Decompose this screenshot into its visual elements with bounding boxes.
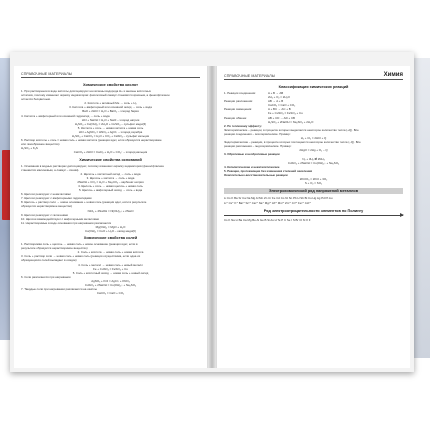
text-line: Экзотермические – реакции, в процессе которых выделяется некоторое количество тепла (+Q). Все xyxy=(224,127,359,132)
text-line: 2HgO = 2Hg + O₂ – Q xyxy=(299,148,328,153)
right-page-header xyxy=(224,72,403,80)
reaction-equation: A + BC → AC + B xyxy=(268,107,291,112)
text-line: 2KClO₃ = 2KCl + 3O₂ xyxy=(299,176,328,181)
text-line: 3. Щелочь + кислота → соль + вода xyxy=(86,175,135,180)
pauling-series-row: Cs K Na Li Ba Ca Mg Be Al Ge B Si As H Te P C Se I S Br Cl N O F xyxy=(224,218,311,223)
text-line: Mg(OH)₂ = MgO + H₂O xyxy=(95,224,126,229)
text-line: 3. Обратимые и необратимые реакции xyxy=(224,152,280,157)
text-line: 1. При растворении в воде кислоты диссоциируют на катионы водорода H+ и анионы кислотных xyxy=(21,89,151,93)
reaction-type: 1. Реакции соединения: xyxy=(224,91,256,95)
reaction-equation: Fe + CuSO₄ = FeSO₄ + Cu xyxy=(268,111,303,116)
text-line: Cu(OH)₂ = CuO + H₂O – оксид меди(II) xyxy=(84,229,137,233)
text-line: H₂ + Cl₂ = 2HCl + Q xyxy=(300,136,327,141)
text-line: 6. Раствор кислоты + соль = новая соль + новая кислота (реакция идет, если образуется нерастворимое xyxy=(21,138,162,143)
reaction-type: Реакции обмена: xyxy=(224,115,247,120)
reaction-types xyxy=(224,124,403,185)
text-line: 1. Основания в водных растворах диссоциируют, поэтому изменяют окраску индикаторов (фенолфталеин xyxy=(21,163,164,168)
text-line: остается бесцветным. xyxy=(21,97,51,102)
text-line: 10. Щелочи взаимодействуют с амфотерными металлами xyxy=(21,216,99,221)
text-line: CuSO₄ + 2NaOH = Cu(OH)₂↓ + Na₂SO₄ xyxy=(287,160,340,165)
text-line: AgNO₃ + KCl = AgCl↓ + KNO₃ xyxy=(91,278,130,283)
text-line: 8. Щелочь + раствор соли → новое основание + новая соль (реакция идет, если в результате xyxy=(21,200,147,205)
reaction-equation: 2H₂ + O₂ = 2H₂O xyxy=(268,95,290,100)
text-line: CuSO₄ + 2NaOH = Cu(OH)₂↓ + Na₂SO₄ xyxy=(84,283,137,288)
text-line: остатков, поэтому изменяют окраску индикаторов: фиолетовый лакмус становится красным, а фенолфталеин xyxy=(21,93,170,98)
text-line: реакции соединения – экзотермические. Пример: xyxy=(224,131,291,136)
text-line: 2. По тепловому эффекту: xyxy=(224,123,262,128)
text-line: 11. Нерастворимые в воде основания при нагревании разлагаются xyxy=(21,220,112,225)
text-line: 5. Щелочь + амфотерный оксид → соль + вода xyxy=(78,188,143,193)
text-line: 6. Соли разлагаются при нагревании xyxy=(21,274,71,279)
reaction-equation: AB → A + B xyxy=(268,99,284,104)
left-page xyxy=(14,66,208,368)
text-line: H₂SO₄ + K₂S xyxy=(21,146,38,151)
text-line: Эндотермические – реакции, в процессе которых поглощается некоторое количество тепла (–Q). Все xyxy=(224,140,361,145)
reaction-equation: H₂SO₄ + 2NaOH = Na₂SO₄ + 2H₂O xyxy=(268,119,314,124)
text-line: S + O₂ = SO₂ xyxy=(304,181,323,186)
metals-series-title: Электрохимический ряд напряжений металлов xyxy=(224,188,403,194)
section-title: Химические свойства кислот xyxy=(82,83,139,87)
text-line: 3. Кислота + амфотерный или основной оксид → соль + вода xyxy=(69,105,152,110)
text-line: HCl + AgNO₃ = HNO₃ + AgCl↓ – хлорид серебра xyxy=(78,129,143,134)
text-line: 4. Соль + металл → новая соль + новый металл xyxy=(78,262,143,267)
right-header-title: Химия xyxy=(383,72,403,78)
left-header-tag: СПРАВОЧНЫЕ МАТЕРИАЛЫ xyxy=(21,72,72,76)
text-line: 2. Кислота + активный Ме → соль + H₂ xyxy=(84,101,137,106)
text-line: 4. Щелочь + соль → новая щелочь + новая соль xyxy=(78,183,143,188)
section-title: Химические свойства солей xyxy=(83,236,138,241)
metals-series-row2: Li⁺ Cs⁺ K⁺ Ba²⁺ Sr²⁺ Ca²⁺ Na⁺ Mg²⁺ Al³⁺ Mn²⁺ Zn²⁺ Cr³⁺ Fe²⁺ Cd²⁺ xyxy=(224,201,311,206)
reaction-type: Реакции разложения: xyxy=(224,99,253,104)
text-line: 2NaOH + CO₂ = H₂O + Na₂CO₃ – карбонат натрия xyxy=(77,179,144,184)
text-line: N₂ + 3H₂ ⇄ 2NH₃ xyxy=(302,156,325,161)
text-line: 5. Кислота + соль → новая кислота + новая соль xyxy=(77,125,144,130)
text-line: становится малиновым, а лакмус – синим). xyxy=(21,167,80,172)
text-line: образующихся солей выпадает в осадок) xyxy=(21,258,77,263)
text-line: H₂SO₄ + CaCO₃ = H₂O + CO₂ + CaSO₄ – сульфат кальция xyxy=(71,134,150,139)
text-line: 9. Щелочи реагируют с галогенами xyxy=(21,212,68,217)
text-line: или газообразное вещество) xyxy=(21,142,60,147)
text-line: результате образуется нерастворимое вещество) xyxy=(21,246,88,251)
text-line: CaCO₃ + 2HCl = CaCl₂ + H₂O + CO₂↑ – хлорид кальция xyxy=(73,150,148,155)
pauling-arrow xyxy=(224,215,403,216)
book-spine xyxy=(208,66,216,368)
reaction-equation: A + B → AB xyxy=(268,91,284,95)
background-right xyxy=(414,58,430,358)
reaction-type: Реакции замещения: xyxy=(224,107,253,112)
text-line: Окислительно-восстановительные реакции xyxy=(224,172,288,177)
pauling-series-title: Ряд электроотрицательности элементов по Полингу xyxy=(263,209,364,214)
text-line: 5. Соль + кислотный оксид → новая соль + новый оксид xyxy=(72,270,149,275)
text-line: 1. Растворимая соль + щелочь → новая соль + новое основание (реакция идет, если в xyxy=(21,242,138,247)
right-header-tag: СПРАВОЧНЫЕ МАТЕРИАЛЫ xyxy=(224,74,275,78)
text-line: 4. Каталитические и некаталитические xyxy=(224,164,280,169)
text-line: NiCl₂ + 2NaOH = Ni(OH)₂↓ + 2NaCl xyxy=(87,208,134,213)
text-line: HCl + NaOH = H₂O + NaCl – хлорид натрия xyxy=(81,117,140,122)
left-sections xyxy=(21,83,200,295)
text-line: H₂SO₄ + Cu(OH)₂ = 2H₂O + CuSO₄ – сульфат меди(II) xyxy=(74,121,147,126)
text-line: образуется нерастворимое вещество) xyxy=(21,204,73,209)
text-line: 7. Щелочи реагируют с амфотерными гидроксидами xyxy=(21,196,92,201)
right-page xyxy=(216,66,410,368)
text-line: 5. Реакции, протекающие без изменения степеней окисления xyxy=(224,168,313,173)
reaction-equation: AB + CD → AD + CB xyxy=(268,115,295,120)
text-line: 3. Соль + раствор соли → новая соль + новая соль (реакция осуществима, если одна из xyxy=(21,254,141,259)
metals-series-row1: Li Cs K Ba Sr Ca Na Mg Al Mn Zn Cr Fe Cd Co Ni Sn Pb H Sb Bi Cu Hg Ag Pd Pt Au xyxy=(224,196,333,201)
text-line: 6. Щелочи реагируют с неметаллами xyxy=(21,192,71,197)
left-page-header xyxy=(21,72,200,78)
text-line: 7. Твердые соли при нагревании разлагаются на окислы xyxy=(21,287,97,292)
text-line: Fe + CuSO₄ = FeSO₄ + Cu xyxy=(93,266,128,271)
section-title: Химические свойства оснований xyxy=(79,157,142,162)
text-line: 4. Кислота + амфотерный или основной гидроксид → соль + вода xyxy=(21,113,110,118)
text-line: 2. Щелочь + кислотный оксид → соль + вода xyxy=(80,171,141,176)
reaction-equation: CaCO₃ = CaO + CO₂ xyxy=(268,103,296,108)
text-line: 2. Соль + кислота → новая соль + новая кислота xyxy=(77,250,144,255)
text-line: реакции разложения – эндотермические. Пример: xyxy=(224,144,292,149)
text-line: BaO + 2HCl = H₂O + BaCl₂ – хлорид бария xyxy=(82,109,139,114)
reactions-list xyxy=(224,91,403,124)
classification-title: Классификация химических реакций xyxy=(278,85,349,89)
open-book xyxy=(10,52,414,372)
text-line: CaCO₃ = CaO + CO₂ xyxy=(96,291,125,296)
